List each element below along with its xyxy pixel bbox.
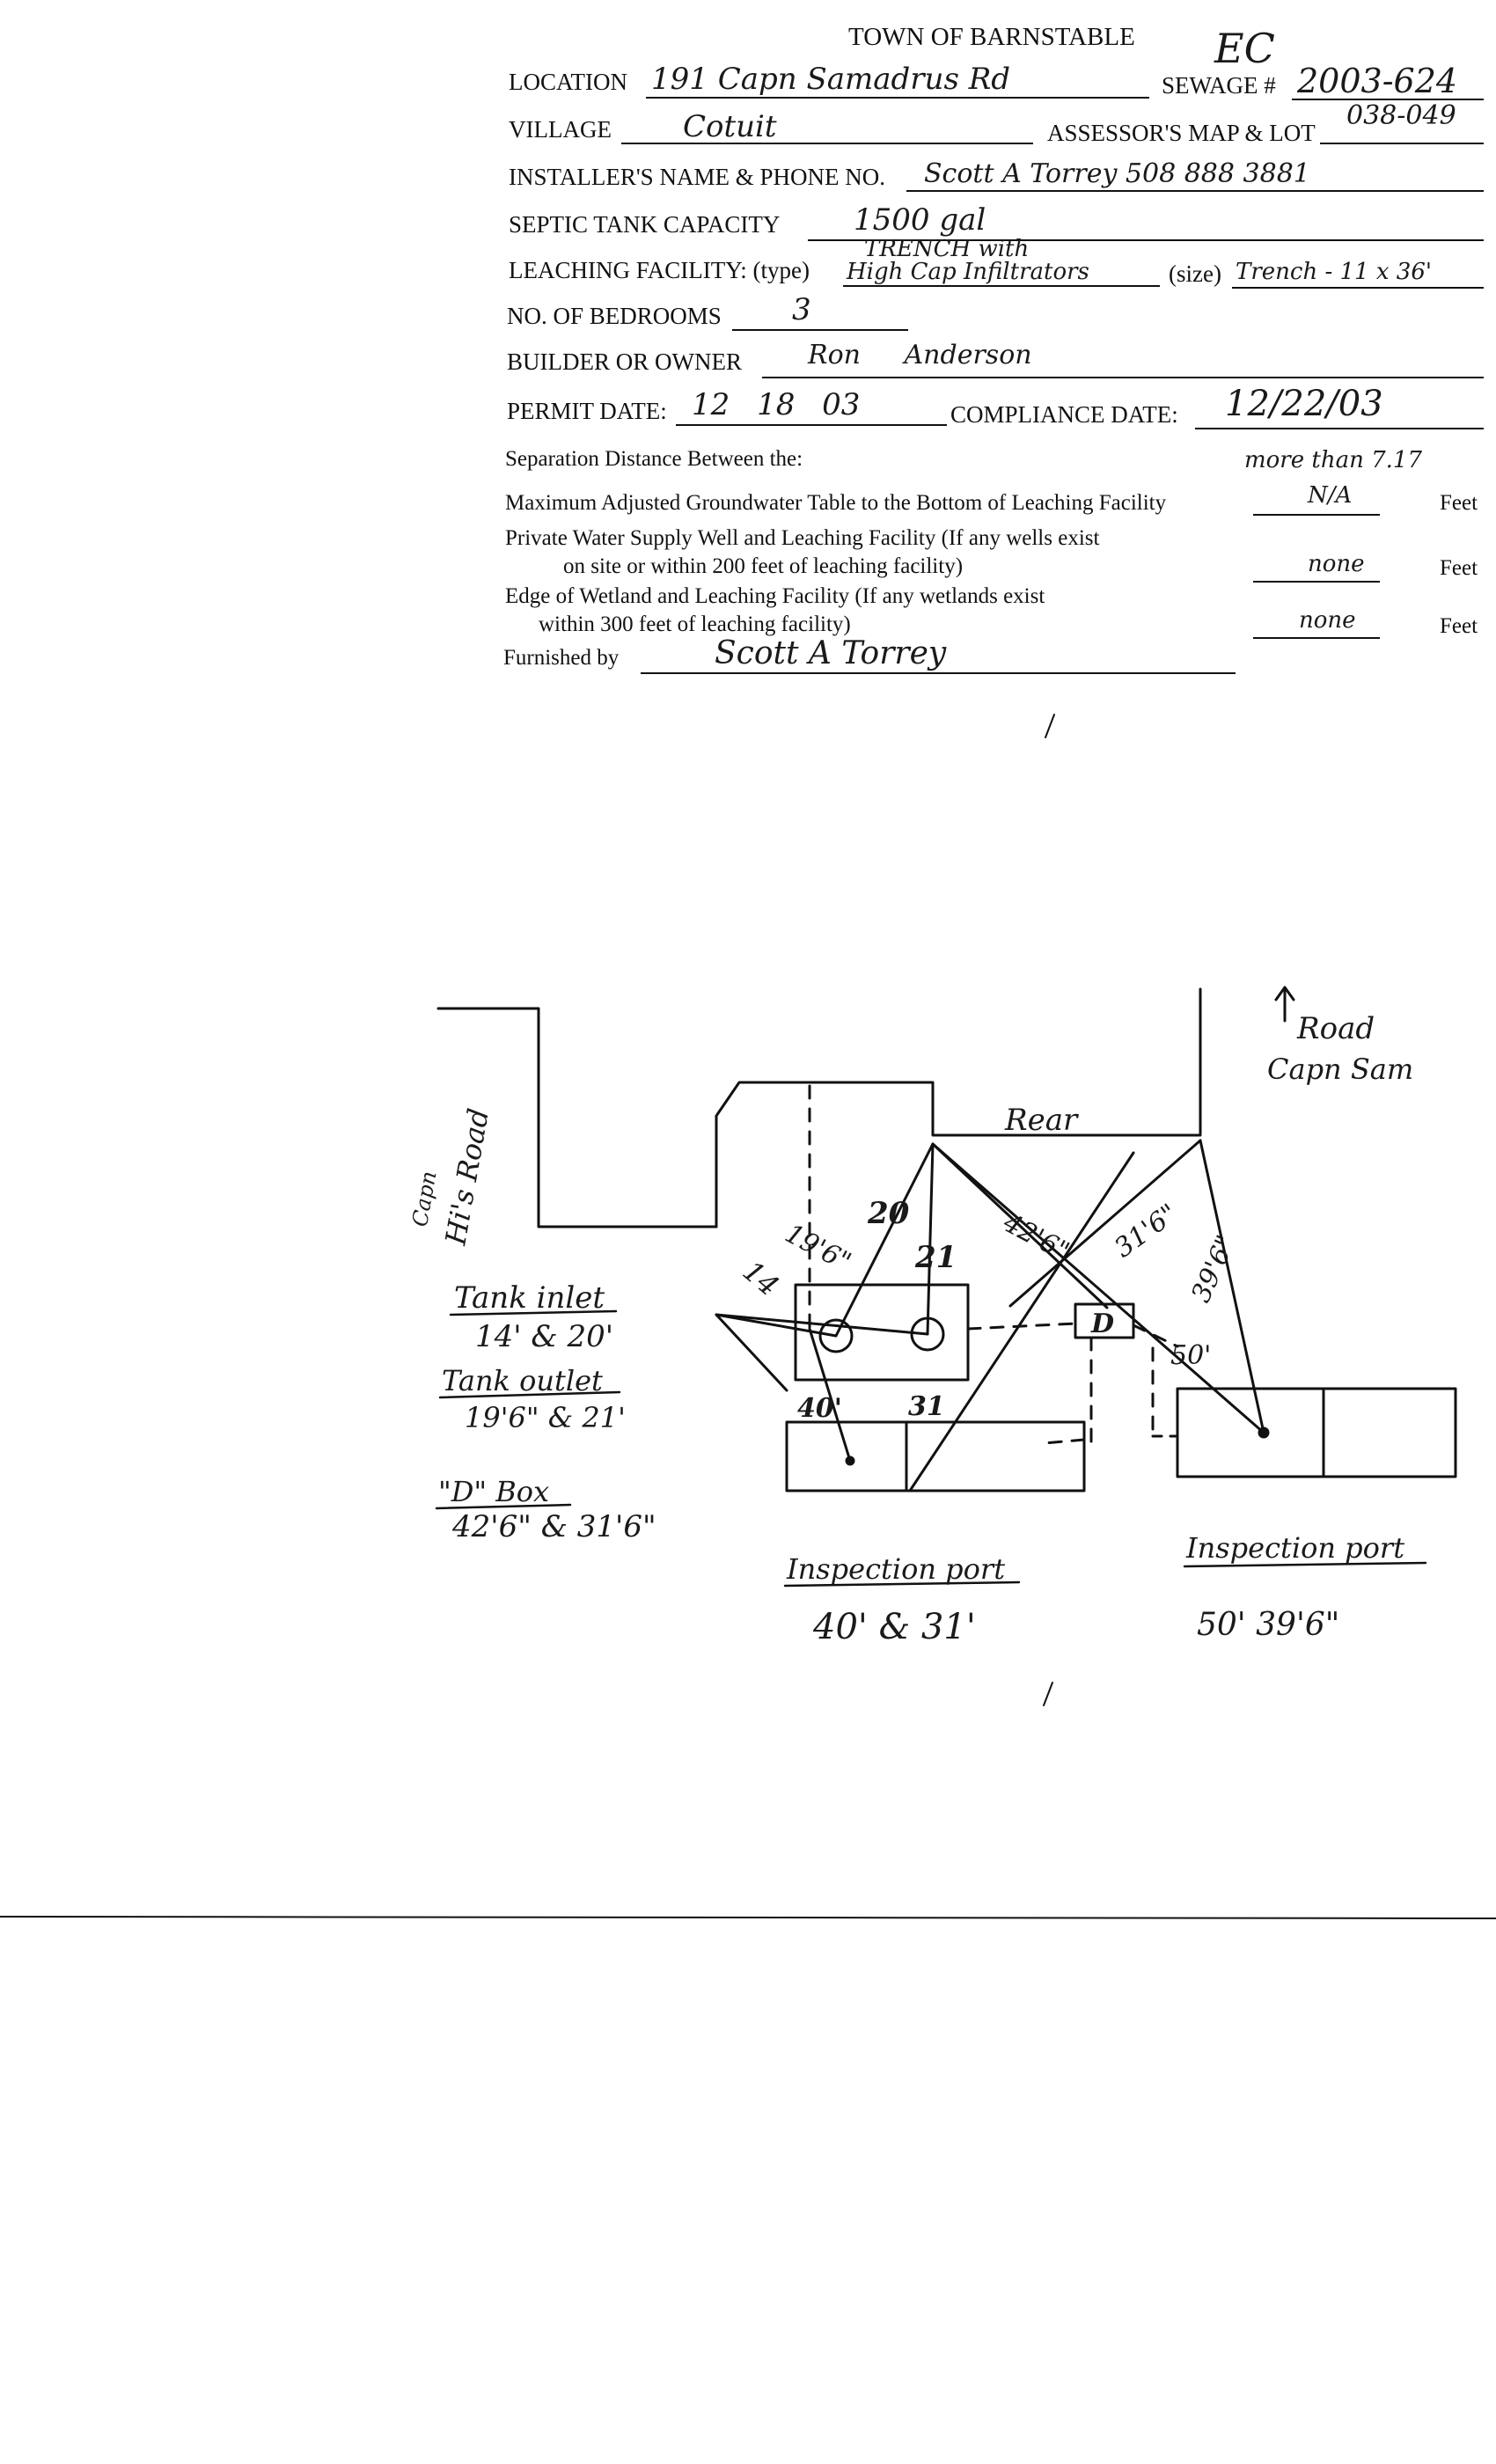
separation-label: Separation Distance Between the: bbox=[505, 447, 803, 471]
leaching-label: LEACHING FACILITY: (type) bbox=[509, 257, 810, 283]
leaching-type-top: TRENCH with bbox=[864, 236, 1030, 262]
inspection-right-label: Inspection port bbox=[1186, 1531, 1405, 1565]
left-trench-dashed bbox=[1044, 1440, 1084, 1443]
dim-42-6: 42'6" bbox=[998, 1207, 1074, 1268]
furnished-label: Furnished by bbox=[503, 646, 620, 670]
bedrooms-label: NO. OF BEDROOMS bbox=[507, 303, 722, 329]
well-value: none bbox=[1308, 551, 1365, 577]
size-value: Trench - 11 x 36' bbox=[1236, 259, 1433, 285]
dim-19-6: 19'6" bbox=[780, 1218, 856, 1279]
installer-label: INSTALLER'S NAME & PHONE NO. bbox=[509, 164, 885, 190]
assessor-label: ASSESSOR'S MAP & LOT bbox=[1047, 120, 1316, 146]
village-value: Cotuit bbox=[683, 109, 777, 144]
dim-31-6: 31'6" bbox=[1109, 1198, 1184, 1265]
groundwater-value: N/A bbox=[1308, 482, 1353, 509]
tank-to-dbox-pipe bbox=[968, 1324, 1075, 1329]
feet-label-3: Feet bbox=[1440, 614, 1478, 638]
dim-50: 50' bbox=[1170, 1340, 1212, 1371]
left-leaching-trench bbox=[787, 1422, 1084, 1491]
d-box-label: D bbox=[1091, 1309, 1115, 1339]
installer-value: Scott A Torrey 508 888 3881 bbox=[924, 158, 1310, 189]
dim-39-6: 39'6" bbox=[1185, 1230, 1243, 1308]
tank-label: SEPTIC TANK CAPACITY bbox=[509, 211, 781, 238]
permit-value: 12 18 03 bbox=[692, 387, 861, 422]
well-label-2: on site or within 200 feet of leaching facility) bbox=[563, 554, 964, 578]
dim-14: 14 bbox=[736, 1254, 786, 1303]
well-label-1: Private Water Supply Well and Leaching Facility (If any wells exist bbox=[505, 526, 1100, 550]
village-label: VILLAGE bbox=[509, 116, 612, 143]
dbox-legend-value: 42'6" & 31'6" bbox=[452, 1509, 656, 1544]
furnished-signature: Scott A Torrey bbox=[715, 635, 947, 671]
permit-label: PERMIT DATE: bbox=[507, 398, 667, 424]
owner-value: Ron Anderson bbox=[808, 340, 1032, 370]
feet-label-2: Feet bbox=[1440, 556, 1478, 580]
road-left-label: Hi's Road bbox=[438, 1105, 496, 1248]
inspection-right-value: 50' 39'6" bbox=[1197, 1607, 1340, 1643]
compliance-value: 12/22/03 bbox=[1225, 384, 1383, 424]
road-left-name: Capn bbox=[407, 1169, 442, 1229]
wetland-value: none bbox=[1299, 607, 1356, 634]
groundwater-label: Maximum Adjusted Groundwater Table to the Bottom of Leaching Facility bbox=[505, 491, 1167, 515]
tank-value: 1500 gal bbox=[854, 202, 986, 238]
tank-inlet-label: Tank inlet bbox=[454, 1280, 605, 1316]
wetland-label-1: Edge of Wetland and Leaching Facility (If any wetlands exist bbox=[505, 584, 1045, 608]
dim-40: 40' bbox=[797, 1393, 842, 1424]
dim-31: 31 bbox=[908, 1391, 945, 1422]
rear-label: Rear bbox=[1005, 1103, 1078, 1138]
bottom-rule bbox=[0, 1917, 1496, 1918]
form-title: TOWN OF BARNSTABLE bbox=[848, 23, 1135, 51]
tank-outlet-value: 19'6" & 21' bbox=[465, 1401, 626, 1434]
sewage-value: 2003-624 bbox=[1297, 62, 1458, 100]
tank-inlet-value: 14' & 20' bbox=[475, 1319, 614, 1354]
separation-note: more than 7.17 bbox=[1244, 447, 1422, 473]
location-value: 191 Capn Samadrus Rd bbox=[651, 62, 1011, 97]
right-leaching-trench bbox=[1177, 1389, 1456, 1477]
leaching-type-value: High Cap Infiltrators bbox=[847, 259, 1089, 285]
road-top-name: Capn Sam bbox=[1267, 1052, 1414, 1086]
assessor-value: 038-049 bbox=[1346, 100, 1456, 131]
wetland-label-2: within 300 feet of leaching facility) bbox=[539, 612, 851, 636]
stray-mark-bottom bbox=[1044, 1683, 1052, 1705]
feet-label-1: Feet bbox=[1440, 491, 1478, 515]
stray-mark-top bbox=[1045, 715, 1054, 737]
compliance-label: COMPLIANCE DATE: bbox=[950, 401, 1178, 428]
dbox-legend-label: "D" Box bbox=[438, 1475, 550, 1508]
tie-line-21 bbox=[928, 1144, 933, 1334]
inspection-left-label: Inspection port bbox=[787, 1552, 1006, 1586]
dim-20: 20 bbox=[868, 1196, 910, 1231]
sewage-label: SEWAGE # bbox=[1162, 72, 1276, 99]
corner-note: EC bbox=[1214, 25, 1275, 72]
inspection-left-value: 40' & 31' bbox=[813, 1607, 976, 1647]
tank-outlet-label: Tank outlet bbox=[442, 1364, 603, 1397]
owner-label: BUILDER OR OWNER bbox=[507, 348, 742, 375]
road-top-label: Road bbox=[1297, 1011, 1375, 1046]
dim-21: 21 bbox=[915, 1240, 957, 1275]
location-label: LOCATION bbox=[509, 69, 627, 95]
bedrooms-value: 3 bbox=[792, 292, 811, 327]
size-label: (size) bbox=[1169, 260, 1221, 287]
